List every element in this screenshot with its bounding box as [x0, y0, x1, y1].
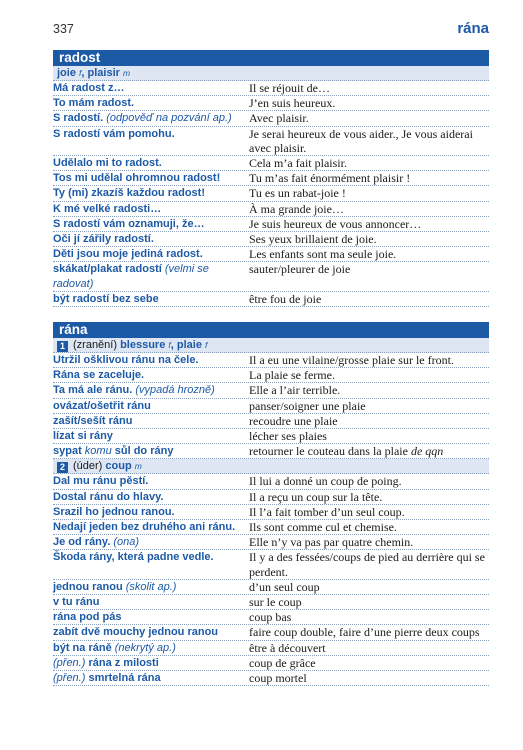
phrase-row	[53, 656, 489, 671]
phrase-row	[53, 186, 489, 201]
gender-marker: m	[122, 68, 131, 78]
czech-phrase	[53, 111, 249, 125]
translation-text: Il lui a donné un coup de poing.	[249, 474, 402, 489]
sense-word: blessure	[120, 339, 166, 351]
translation-text: panser/soigner une plaie	[249, 398, 366, 413]
phrase-text: Tos mi udělal ohromnou radost!	[53, 172, 221, 185]
french-translation	[249, 247, 489, 261]
french-translation	[249, 505, 489, 519]
czech-phrase	[53, 444, 249, 458]
phrase-text: Má radost z…	[53, 82, 125, 94]
phrase-text: Udělalo mi to radost.	[53, 157, 162, 170]
phrase-text: S radostí vám oznamuji, že…	[53, 217, 205, 230]
translation-text: coup de grâce	[249, 655, 316, 670]
french-translation	[249, 127, 489, 155]
usage-note: (nekrytý ap.)	[114, 641, 176, 654]
phrase-text: K mé velké radosti…	[53, 202, 162, 215]
phrase-row	[53, 610, 489, 625]
translation-text: faire coup double, faire d’une pierre deux coups	[249, 625, 480, 640]
phrase-text: rána pod pás	[53, 611, 122, 624]
french-translation	[249, 383, 489, 397]
czech-phrase	[53, 247, 249, 261]
french-translation	[249, 81, 489, 95]
french-translation	[249, 292, 489, 306]
phrase-row	[53, 81, 489, 96]
phrase-row	[53, 595, 489, 610]
czech-phrase	[53, 368, 249, 382]
phrase-row	[53, 353, 489, 368]
phrase-row	[53, 414, 489, 429]
czech-phrase	[53, 202, 249, 216]
gender-marker: f	[168, 340, 171, 350]
translation-text: sauter/pleurer de joie	[249, 262, 351, 277]
translation-text: Il a eu une vilaine/grosse plaie sur le front.	[249, 353, 454, 367]
french-translation	[249, 353, 489, 367]
phrase-text: ovázat/ošetřit ránu	[53, 399, 151, 412]
usage-note: (vypadá hrozně)	[135, 384, 215, 397]
running-head: rána	[457, 20, 489, 37]
phrase-text: sůl do rány	[111, 445, 174, 458]
czech-phrase	[53, 520, 249, 534]
phrase-text: být na ráně	[53, 641, 115, 654]
french-translation	[249, 414, 489, 428]
phrase-row	[53, 368, 489, 383]
czech-phrase	[53, 580, 249, 594]
usage-note: (odpověď na pozvání ap.)	[106, 112, 232, 125]
czech-phrase	[53, 505, 249, 519]
french-translation	[249, 111, 489, 125]
phrase-row	[53, 474, 489, 489]
translation-text: Tu m’as fait énormément plaisir !	[249, 171, 411, 186]
phrase-row	[53, 171, 489, 186]
translation-text: d’un seul coup	[249, 579, 320, 594]
translation-text: retourner le couteau dans la plaie	[249, 444, 411, 459]
separator: ,	[170, 339, 177, 351]
entry-headword: rána	[53, 322, 489, 338]
translation-text: sur le coup	[249, 595, 302, 610]
entry-headword: radost	[53, 50, 489, 66]
french-translation	[249, 444, 489, 458]
phrase-row	[53, 580, 489, 595]
phrase-text: sypat	[53, 445, 85, 458]
phrase-row	[53, 429, 489, 444]
phrase-row	[53, 505, 489, 520]
translation-text: Avec plaisir.	[249, 111, 309, 126]
phrase-text: být radostí bez sebe	[53, 292, 159, 305]
gender-marker: f	[79, 68, 82, 78]
sense-word: plaie	[176, 339, 202, 351]
phrase-row	[53, 490, 489, 505]
french-translation	[249, 262, 489, 290]
translation-text: être à découvert	[249, 640, 326, 655]
phrase-text: Utržil ošklivou ránu na čele.	[53, 354, 199, 366]
phrase-row	[53, 535, 489, 550]
usage-note: (velmi se radovat)	[53, 263, 209, 290]
sense-header	[53, 459, 489, 474]
czech-phrase	[53, 232, 249, 246]
usage-note: (přen.)	[53, 656, 86, 669]
french-translation	[249, 641, 489, 655]
phrase-row	[53, 292, 489, 307]
czech-phrase	[53, 414, 249, 428]
phrase-row	[53, 625, 489, 640]
entry-radost	[53, 50, 489, 307]
translation-note: de qqn	[410, 444, 444, 459]
french-translation	[249, 550, 489, 578]
phrase-text: Oči jí zářily radostí.	[53, 233, 154, 246]
translation-text: coup bas	[249, 610, 292, 625]
sense-word: plaisir	[87, 67, 120, 79]
french-translation	[249, 399, 489, 413]
french-translation	[249, 156, 489, 170]
phrase-text: Je od rány.	[53, 536, 114, 549]
phrase-row	[53, 156, 489, 171]
phrase-text: Dostal ránu do hlavy.	[53, 490, 164, 503]
czech-phrase	[53, 550, 249, 578]
czech-phrase	[53, 625, 249, 639]
phrase-row	[53, 262, 489, 291]
czech-phrase	[53, 217, 249, 231]
sense-word: coup	[105, 460, 132, 473]
page-header	[53, 22, 489, 40]
translation-text: Elle n’y va pas par quatre chemin.	[249, 535, 414, 550]
french-translation	[249, 625, 489, 639]
phrase-text: skákat/plakat radostí	[53, 263, 165, 276]
gender-marker: f	[205, 340, 208, 350]
french-translation	[249, 580, 489, 594]
phrase-row	[53, 399, 489, 414]
phrase-text: To mám radost.	[53, 97, 135, 110]
czech-phrase	[53, 610, 249, 624]
french-translation	[249, 520, 489, 534]
usage-note: (přen.)	[53, 672, 86, 685]
sense-word: joie	[57, 67, 76, 79]
separator: ,	[81, 67, 88, 79]
phrase-row	[53, 217, 489, 232]
czech-phrase	[53, 353, 249, 367]
sense-context: (zranění)	[73, 339, 121, 351]
french-translation	[249, 474, 489, 488]
translation-text: Il y a des fessées/coups de pied au derrière qui se perdent.	[249, 550, 485, 579]
phrase-row	[53, 641, 489, 656]
phrase-row	[53, 111, 489, 126]
phrase-row	[53, 671, 489, 686]
french-translation	[249, 610, 489, 624]
translation-text: Il l’a fait tomber d’un seul coup.	[249, 504, 405, 519]
phrase-row	[53, 383, 489, 398]
czech-phrase	[53, 641, 249, 655]
phrase-row	[53, 520, 489, 535]
translation-text: La plaie se ferme.	[249, 368, 335, 383]
french-translation	[249, 535, 489, 549]
translation-text: Tu es un rabat-joie !	[249, 186, 346, 201]
sense-header	[53, 338, 489, 353]
sense-header	[53, 66, 489, 81]
translation-text: lécher ses plaies	[249, 429, 327, 444]
czech-phrase	[53, 127, 249, 155]
phrase-row	[53, 202, 489, 217]
sense-number: 1	[57, 341, 68, 352]
french-translation	[249, 171, 489, 185]
entry-rana	[53, 322, 489, 686]
phrase-text: lízat si rány	[53, 430, 113, 443]
phrase-text: zabít dvě mouchy jednou ranou	[53, 626, 219, 639]
phrase-text: Dal mu ránu pěstí.	[53, 475, 149, 488]
french-translation	[249, 368, 489, 382]
phrase-text: S radostí.	[53, 112, 107, 125]
page-number: 337	[53, 22, 74, 36]
translation-text: recoudre une plaie	[249, 413, 338, 428]
czech-phrase	[53, 535, 249, 549]
phrase-text: Nedají jeden bez druhého ani ránu.	[53, 521, 236, 534]
phrase-text: Ta má ale ránu.	[53, 384, 136, 397]
phrase-row	[53, 444, 489, 459]
phrase-text: rána z milosti	[85, 656, 159, 669]
usage-note: komu	[84, 445, 112, 458]
phrase-row	[53, 127, 489, 156]
phrase-text: Rána se zaceluje.	[53, 369, 145, 382]
translation-text: coup mortel	[249, 671, 307, 686]
czech-phrase	[53, 292, 249, 306]
translation-text: Ses yeux brillaient de joie.	[249, 232, 377, 247]
usage-note: (skolit ap.)	[125, 580, 177, 593]
czech-phrase	[53, 96, 249, 110]
french-translation	[249, 671, 489, 685]
czech-phrase	[53, 671, 249, 685]
sense-context: (úder)	[73, 460, 106, 473]
translation-text: Cela m’a fait plaisir.	[249, 156, 347, 171]
phrase-text: Děti jsou moje jediná radost.	[53, 248, 203, 261]
phrase-row	[53, 247, 489, 262]
czech-phrase	[53, 399, 249, 413]
translation-text: Ils sont comme cul et chemise.	[249, 520, 397, 535]
french-translation	[249, 202, 489, 216]
czech-phrase	[53, 474, 249, 488]
phrase-text: jednou ranou	[53, 580, 126, 593]
translation-text: Elle a l’air terrible.	[249, 383, 341, 398]
phrase-text: S radostí vám pomohu.	[53, 127, 175, 140]
phrase-row	[53, 232, 489, 247]
czech-phrase	[53, 171, 249, 185]
translation-text: Je suis heureux de vous annoncer…	[249, 216, 422, 231]
gender-marker: m	[134, 461, 142, 472]
french-translation	[249, 656, 489, 670]
french-translation	[249, 429, 489, 443]
phrase-text: Srazil ho jednou ranou.	[53, 505, 175, 518]
translation-text: J’en suis heureux.	[249, 96, 336, 111]
phrase-text: smrtelná rána	[85, 672, 161, 685]
french-translation	[249, 186, 489, 200]
usage-note: (ona)	[113, 536, 140, 549]
czech-phrase	[53, 81, 249, 95]
translation-text: Les enfants sont ma seule joie.	[249, 247, 397, 262]
french-translation	[249, 595, 489, 609]
czech-phrase	[53, 262, 249, 290]
french-translation	[249, 490, 489, 504]
phrase-list	[53, 474, 489, 686]
phrase-text: zašít/sešít ránu	[53, 414, 133, 427]
czech-phrase	[53, 156, 249, 170]
translation-text: Je serai heureux de vous aider., Je vous aiderai avec plaisir.	[249, 126, 473, 155]
czech-phrase	[53, 186, 249, 200]
french-translation	[249, 232, 489, 246]
phrase-row	[53, 96, 489, 111]
czech-phrase	[53, 490, 249, 504]
phrase-list	[53, 81, 489, 307]
phrase-list	[53, 353, 489, 459]
czech-phrase	[53, 595, 249, 609]
french-translation	[249, 96, 489, 110]
translation-text: être fou de joie	[249, 291, 322, 306]
phrase-text: v tu ránu	[53, 596, 100, 609]
translation-text: Il se réjouit de…	[249, 81, 330, 95]
phrase-text: Škoda rány, která padne vedle.	[53, 551, 214, 564]
french-translation	[249, 217, 489, 231]
czech-phrase	[53, 429, 249, 443]
sense-number: 2	[57, 462, 68, 473]
phrase-text: Ty (mi) zkazíš každou radost!	[53, 187, 205, 200]
translation-text: Il a reçu un coup sur la tête.	[249, 489, 383, 504]
czech-phrase	[53, 656, 249, 670]
translation-text: À ma grande joie…	[249, 201, 344, 216]
phrase-row	[53, 550, 489, 579]
czech-phrase	[53, 383, 249, 397]
